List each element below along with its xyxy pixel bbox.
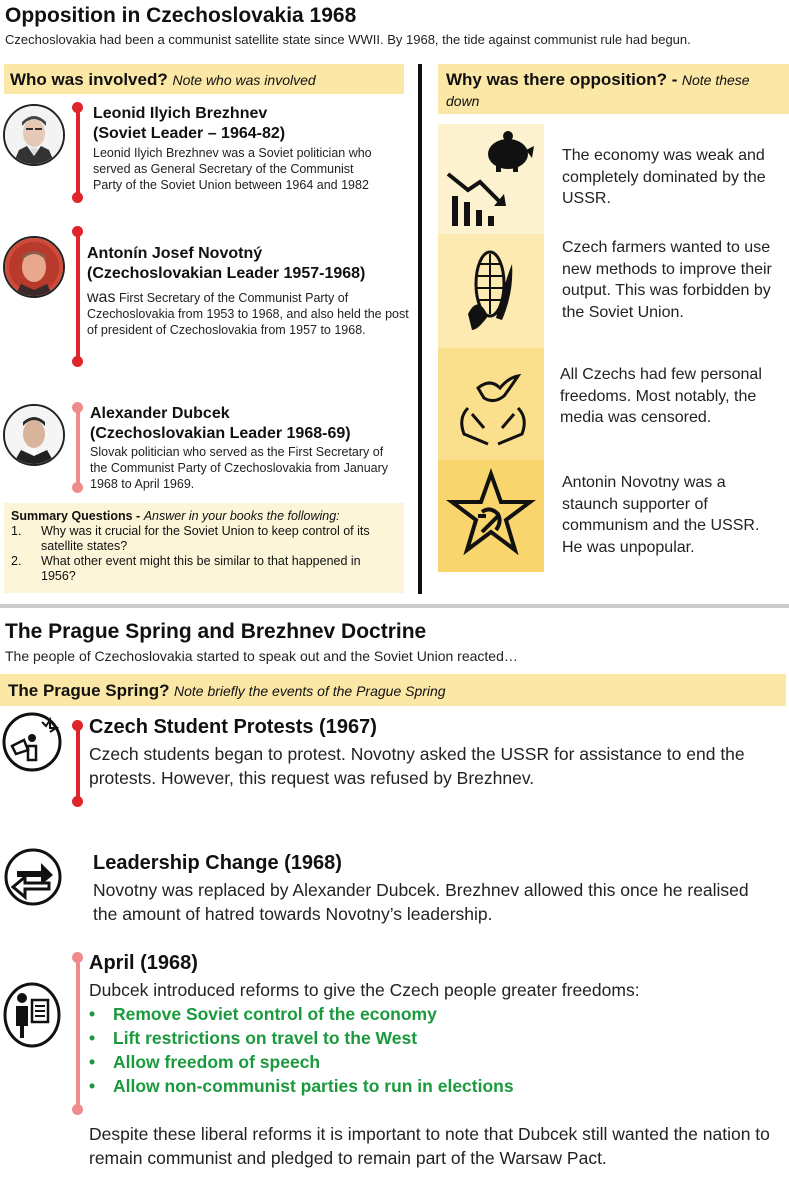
page-subtitle: Czechoslovakia had been a communist satellite state since WWII. By 1968, the tide against communist rule had begun. — [5, 32, 691, 47]
avatar-dubcek — [3, 404, 65, 466]
reform-text: Allow freedom of speech — [113, 1052, 321, 1072]
person-role-brezhnev: (Soviet Leader – 1964-82) — [93, 125, 286, 142]
timeline-event-3 — [76, 958, 80, 1108]
why-title: Why was there opposition? - — [446, 70, 678, 89]
involved-band — [4, 64, 404, 94]
reform-item — [89, 1002, 779, 1026]
prague-band-note: Note briefly the events of the Prague Spring — [173, 683, 446, 699]
bullet: • — [89, 1004, 96, 1024]
prague-band — [0, 674, 786, 706]
event-title-2: Leadership Change (1968) — [93, 852, 342, 874]
person-name-dubcek: Alexander Dubcek — [90, 405, 230, 422]
timeline-involved-1 — [76, 106, 80, 202]
bullet: • — [89, 1052, 96, 1072]
timeline-dot — [72, 796, 83, 807]
involved-note: Note who was involved — [172, 72, 316, 88]
person-desc-prefix: was — [87, 289, 116, 306]
soviet-star-icon — [438, 460, 544, 572]
exchange-arrows-icon — [3, 847, 63, 912]
column-divider — [418, 64, 422, 594]
timeline-dot — [72, 356, 83, 367]
person-desc-brezhnev: Leonid Ilyich Brezhnev was a Soviet politician who served as General Secretary of the Communist Party of the Soviet Union between 1964 and 1982 — [93, 146, 372, 192]
page-title: Opposition in Czechoslovakia 1968 — [5, 4, 357, 27]
person-desc-novotny — [87, 290, 412, 338]
person-desc-dubcek: Slovak politician who served as the First Secretary of the Communist Party of Czechoslovakia from January 1968 to April 1969. — [90, 445, 389, 491]
freedom-dove-icon — [438, 348, 544, 460]
person-name-brezhnev: Leonid Ilyich Brezhnev — [93, 105, 268, 122]
bullet: • — [89, 1028, 96, 1048]
avatar-brezhnev — [3, 104, 65, 166]
reason-text-4: Antonin Novotny was a staunch supporter of communism and the USSR. He was unpopular. — [562, 474, 760, 556]
event-text-3: Dubcek introduced reforms to give the Czech people greater freedoms: — [89, 980, 640, 1000]
person-desc-body: First Secretary of the Communist Party of Czechoslovakia from 1953 to 1968, and also held the post of president of Czechoslovakia from 1957 to 1968. — [87, 291, 409, 337]
reason-icon-box-3 — [438, 348, 544, 460]
timeline-involved-3 — [76, 406, 80, 486]
timeline-dot — [72, 102, 83, 113]
timeline-dot — [72, 482, 83, 493]
corn-icon — [438, 234, 544, 348]
prague-title: The Prague Spring and Brezhnev Doctrine — [5, 620, 427, 643]
summary-question-2: What other event might this be similar to that happened in 1956? — [41, 554, 361, 583]
event-title-3: April (1968) — [89, 952, 198, 974]
person-name-novotny: Antonín Josef Novotný — [87, 245, 263, 262]
timeline-dot — [72, 720, 83, 731]
reforms-list — [89, 1002, 779, 1098]
reason-icon-box-1 — [438, 124, 544, 234]
avatar-novotny — [3, 236, 65, 298]
involved-title: Who was involved? — [10, 70, 168, 89]
reason-text-3: All Czechs had few personal freedoms. Most notably, the media was censored. — [560, 366, 762, 426]
reason-text-2: Czech farmers wanted to use new methods to improve their output. This was forbidden by the Soviet Union. — [562, 239, 772, 321]
q2-number: 2. — [11, 554, 22, 568]
reform-item — [89, 1074, 779, 1098]
event-title-1: Czech Student Protests (1967) — [89, 716, 377, 738]
timeline-dot — [72, 952, 83, 963]
summary-note: Answer in your books the following: — [143, 509, 340, 523]
bullet: • — [89, 1076, 96, 1096]
reason-text-1: The economy was weak and completely dominated by the USSR. — [562, 147, 766, 207]
person-role-dubcek: (Czechoslovakian Leader 1968-69) — [90, 425, 351, 442]
reform-text: Remove Soviet control of the economy — [113, 1004, 437, 1024]
economy-decline-icon — [438, 124, 544, 234]
presenter-icon — [2, 982, 62, 1053]
summary-box — [4, 503, 404, 593]
q1-number: 1. — [11, 524, 22, 538]
reform-item — [89, 1026, 779, 1050]
prague-band-title: The Prague Spring? — [8, 681, 170, 700]
why-note: Note these down — [446, 72, 750, 109]
section-divider — [0, 604, 789, 608]
event-text-2: Novotny was replaced by Alexander Dubcek. Brezhnev allowed this once he realised the amount of hatred towards Novotny’s leadership. — [93, 880, 749, 924]
why-band — [438, 64, 789, 114]
timeline-dot — [72, 192, 83, 203]
timeline-dot — [72, 226, 83, 237]
reform-item — [89, 1050, 779, 1074]
summary-label: Summary Questions - — [11, 509, 141, 523]
person-role-novotny: (Czechoslovakian Leader 1957-1968) — [87, 265, 366, 282]
timeline-dot — [72, 402, 83, 413]
reason-icon-box-2 — [438, 234, 544, 348]
protest-icon — [2, 712, 62, 777]
reason-icon-box-4 — [438, 460, 544, 572]
closing-text: Despite these liberal reforms it is important to note that Dubcek still wanted the nation to remain communist and pledged to remain part of the Warsaw Pact. — [89, 1124, 770, 1168]
event-text-1: Czech students began to protest. Novotny asked the USSR for assistance to end the protests. However, this request was refused by Brezhnev. — [89, 744, 745, 788]
prague-subtitle: The people of Czechoslovakia started to speak out and the Soviet Union reacted… — [5, 648, 518, 664]
timeline-event-1 — [76, 724, 80, 802]
timeline-involved-2 — [76, 230, 80, 360]
reform-text: Allow non-communist parties to run in elections — [113, 1076, 514, 1096]
reform-text: Lift restrictions on travel to the West — [113, 1028, 418, 1048]
timeline-dot — [72, 1104, 83, 1115]
summary-question-1: Why was it crucial for the Soviet Union to keep control of its satellite states? — [41, 524, 370, 553]
